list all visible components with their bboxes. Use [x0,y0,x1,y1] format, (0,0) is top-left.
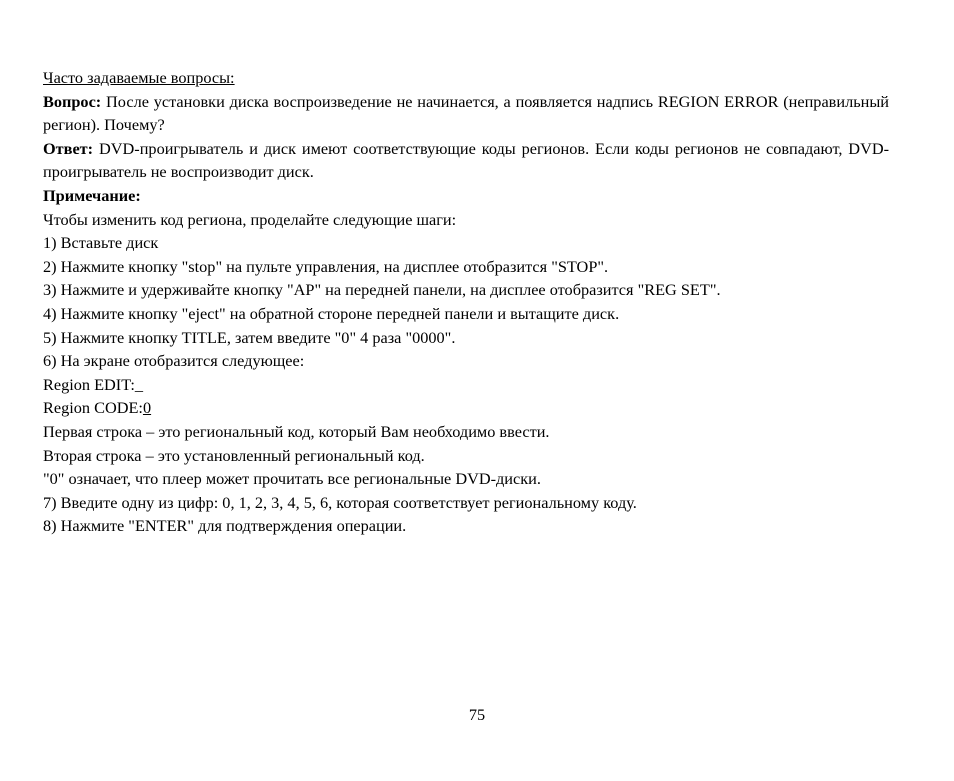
step-2: 2) Нажмите кнопку "stop" на пульте управления, на дисплее отобразится "STOP". [43,256,609,276]
explanation-3: "0" означает, что плеер может прочитать все региональные DVD-диски. [43,469,541,489]
answer-label: Ответ: [43,138,94,158]
answer-text: DVD-проигрыватель и диск имеют соответствующие коды регионов. Если коды регионов не совпадают, DVD-проигрыватель не воспроизводит диск. [43,138,890,182]
page-number: 75 [468,705,486,724]
step-6: 6) На экране отобразится следующее: [43,351,305,371]
region-edit-value: _ [134,374,144,394]
step-3: 3) Нажмите и удерживайте кнопку "AP" на передней панели, на дисплее отобразится "REG SET". [43,280,721,300]
answer-paragraph [43,137,889,184]
explanation-2: Вторая строка – это установленный региональный код. [43,445,425,465]
step-4: 4) Нажмите кнопку "eject" на обратной стороне передней панели и вытащите диск. [43,303,620,323]
note-label: Примечание: [43,185,141,205]
region-code-line [43,396,889,420]
note-intro: Чтобы изменить код региона, проделайте следующие шаги: [43,209,457,229]
step-7: 7) Введите одну из цифр: 0, 1, 2, 3, 4, 5, 6, которая соответствует региональному коду. [43,492,637,512]
step-1: 1) Вставьте диск [43,233,159,253]
region-edit-label: Region EDIT: [43,374,135,394]
question-paragraph [43,90,889,137]
region-code-label: Region CODE: [43,398,143,418]
question-text: После установки диска воспроизведение не начинается, а появляется надпись REGION ERROR (неправильный регион). Почему? [43,91,889,135]
question-label: Вопрос: [43,91,102,111]
region-code-value: 0 [142,398,152,418]
region-edit-line [43,373,889,397]
explanation-1: Первая строка – это региональный код, который Вам необходимо ввести. [43,421,550,441]
section-title: Часто задаваемые вопросы: [43,68,235,87]
step-8: 8) Нажмите "ENTER" для подтверждения операции. [43,516,407,536]
step-5: 5) Нажмите кнопку TITLE, затем введите "0" 4 раза "0000". [43,327,456,347]
document-body [43,66,889,538]
